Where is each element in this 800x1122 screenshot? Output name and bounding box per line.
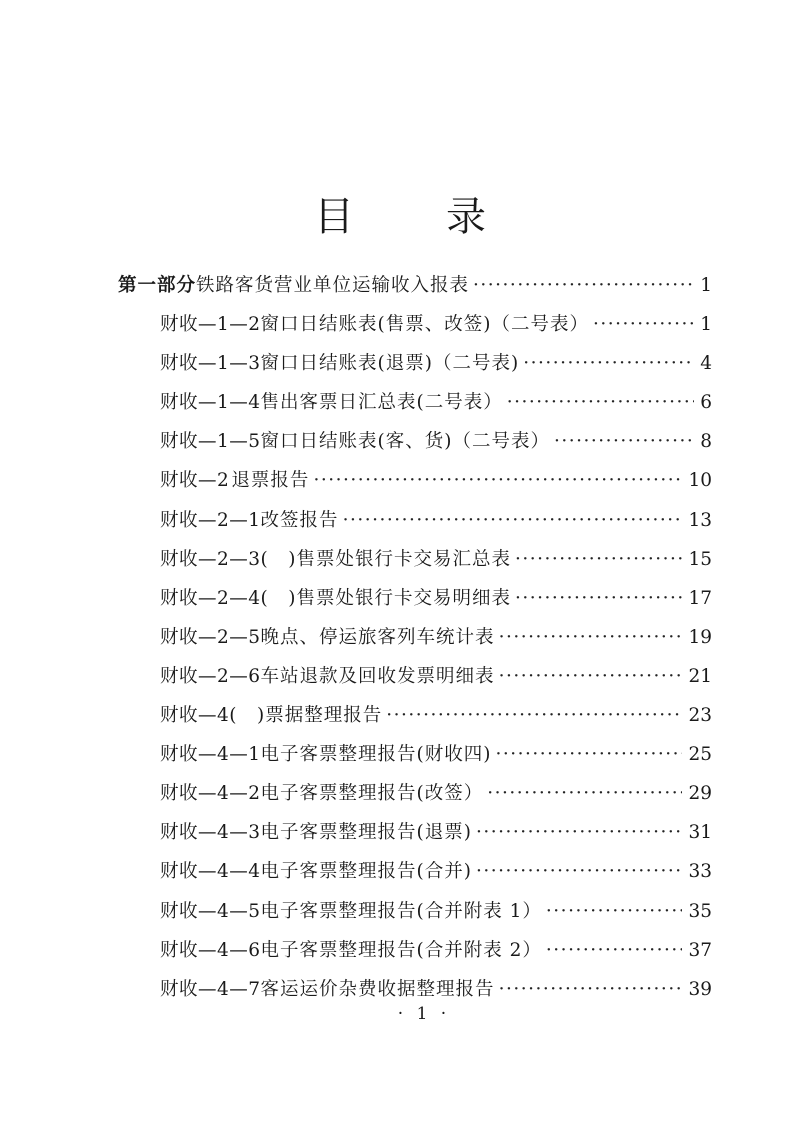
dot-leader	[499, 657, 683, 696]
entry-code: 财收—4—4	[160, 861, 261, 883]
toc-entry-row[interactable]	[160, 813, 712, 852]
entry-title: 窗口日结账表(退票)（二号表)	[260, 353, 520, 375]
part-label: 第一部分	[118, 275, 197, 296]
entry-page-number: 23	[688, 705, 712, 726]
page-title	[0, 192, 800, 242]
page-folio: · 1 ·	[397, 1004, 451, 1024]
toc-entry-row[interactable]	[160, 579, 712, 618]
toc-entry-row[interactable]	[160, 618, 712, 657]
toc-entry-row[interactable]	[160, 305, 712, 344]
toc-entry-row[interactable]	[160, 735, 712, 774]
entry-code: 财收—4—5	[160, 900, 261, 922]
dot-leader	[523, 344, 694, 383]
dot-leader	[476, 813, 682, 852]
entry-code: 财收—1—4	[160, 392, 261, 414]
dot-leader	[546, 931, 683, 970]
entry-title: 电子客票整理报告(合并附表 1）	[260, 900, 542, 922]
entry-code: 财收—4—7	[160, 978, 261, 1000]
toc-entry-row[interactable]	[160, 696, 712, 735]
dot-leader	[515, 579, 682, 618]
dot-leader	[473, 266, 694, 305]
page-title-char-1: 目	[314, 194, 354, 240]
entry-code: 财收—4—3	[160, 822, 261, 844]
entry-title: 退票报告	[231, 470, 310, 492]
entry-page-number: 35	[688, 900, 712, 922]
entry-title: 电子客票整理报告(改签）	[260, 783, 484, 805]
toc-entry-row[interactable]	[160, 344, 712, 383]
entry-page-number: 33	[688, 861, 712, 883]
entry-code: 财收—1—3	[160, 353, 261, 375]
entry-page-number: 13	[688, 509, 712, 531]
entry-code: 财收—2—5	[160, 626, 261, 648]
entry-title: 改签报告	[260, 509, 339, 531]
entry-page-number: 10	[688, 470, 712, 492]
entry-title: 电子客票整理报告(财收四)	[260, 744, 492, 766]
entry-title: 车站退款及回收发票明细表	[260, 665, 495, 687]
dot-leader	[515, 540, 682, 579]
entry-title: 窗口日结账表(客、货)（二号表）	[260, 431, 550, 453]
entry-code: 财收—4—6	[160, 939, 261, 961]
entry-title: ( )售票处银行卡交易明细表	[260, 587, 511, 609]
entry-page-number: 21	[688, 665, 712, 687]
toc-entry-row[interactable]	[160, 970, 712, 1009]
entry-code: 财收—2—3	[160, 548, 261, 570]
dot-leader	[487, 774, 682, 813]
toc-entry-row[interactable]	[160, 657, 712, 696]
entry-title: 客运运价杂费收据整理报告	[260, 978, 495, 1000]
entry-page-number: 1	[700, 314, 712, 335]
entry-page-number: 6	[700, 392, 712, 414]
entry-page-number: 19	[688, 626, 712, 648]
entry-title: 电子客票整理报告(合并)	[260, 861, 472, 883]
entry-code: 财收—2—6	[160, 665, 261, 687]
entry-page-number: 17	[688, 587, 712, 609]
entry-code: 财收—2	[160, 470, 230, 492]
entry-page-number: 37	[688, 939, 712, 961]
entry-title: 售出客票日汇总表(二号表）	[260, 392, 503, 414]
toc-part-row[interactable]	[118, 266, 712, 305]
toc-entry-row[interactable]	[160, 383, 712, 422]
toc-entry-row[interactable]	[160, 892, 712, 931]
part-page-number: 1	[700, 275, 712, 296]
entry-title: 电子客票整理报告(合并附表 2）	[260, 939, 542, 961]
dot-leader	[554, 422, 694, 461]
toc-entry-row[interactable]	[160, 774, 712, 813]
entry-code: 财收—2—4	[160, 587, 261, 609]
dot-leader	[546, 892, 683, 931]
entry-code: 财收—1—5	[160, 431, 261, 453]
entry-page-number: 25	[688, 744, 712, 766]
dot-leader	[476, 852, 682, 891]
toc-entry-row[interactable]	[160, 461, 712, 500]
entry-code: 财收—1—2	[160, 314, 261, 335]
entry-page-number: 31	[688, 822, 712, 844]
entry-title: 晚点、停运旅客列车统计表	[260, 626, 495, 648]
toc-entry-row[interactable]	[160, 540, 712, 579]
entry-title: ( )票据整理报告	[229, 705, 383, 726]
entry-page-number: 15	[688, 548, 712, 570]
dot-leader	[593, 305, 694, 344]
entry-page-number: 39	[688, 978, 712, 1000]
entry-code: 财收—2—1	[160, 509, 261, 531]
dot-leader	[507, 383, 694, 422]
dot-leader	[343, 501, 683, 540]
toc-entry-row[interactable]	[160, 931, 712, 970]
entry-title: ( )售票处银行卡交易汇总表	[260, 548, 511, 570]
entry-page-number: 4	[700, 353, 712, 375]
entry-title: 窗口日结账表(售票、改签)（二号表）	[260, 314, 589, 335]
dot-leader	[386, 696, 682, 735]
toc-entry-row[interactable]	[160, 852, 712, 891]
dot-leader	[499, 970, 683, 1009]
entry-page-number: 29	[688, 783, 712, 805]
entry-code: 财收—4—2	[160, 783, 261, 805]
dot-leader	[499, 618, 683, 657]
entry-code: 财收—4	[160, 705, 230, 726]
part-title: 铁路客货营业单位运输收入报表	[196, 275, 470, 296]
dot-leader	[495, 735, 682, 774]
toc-entry-row[interactable]	[160, 422, 712, 461]
entry-title: 电子客票整理报告(退票)	[260, 822, 472, 844]
entry-code: 财收—4—1	[160, 744, 261, 766]
page-title-char-2: 录	[446, 194, 486, 240]
dot-leader	[313, 461, 682, 500]
toc-entry-row[interactable]	[160, 501, 712, 540]
entry-page-number: 8	[700, 431, 712, 453]
